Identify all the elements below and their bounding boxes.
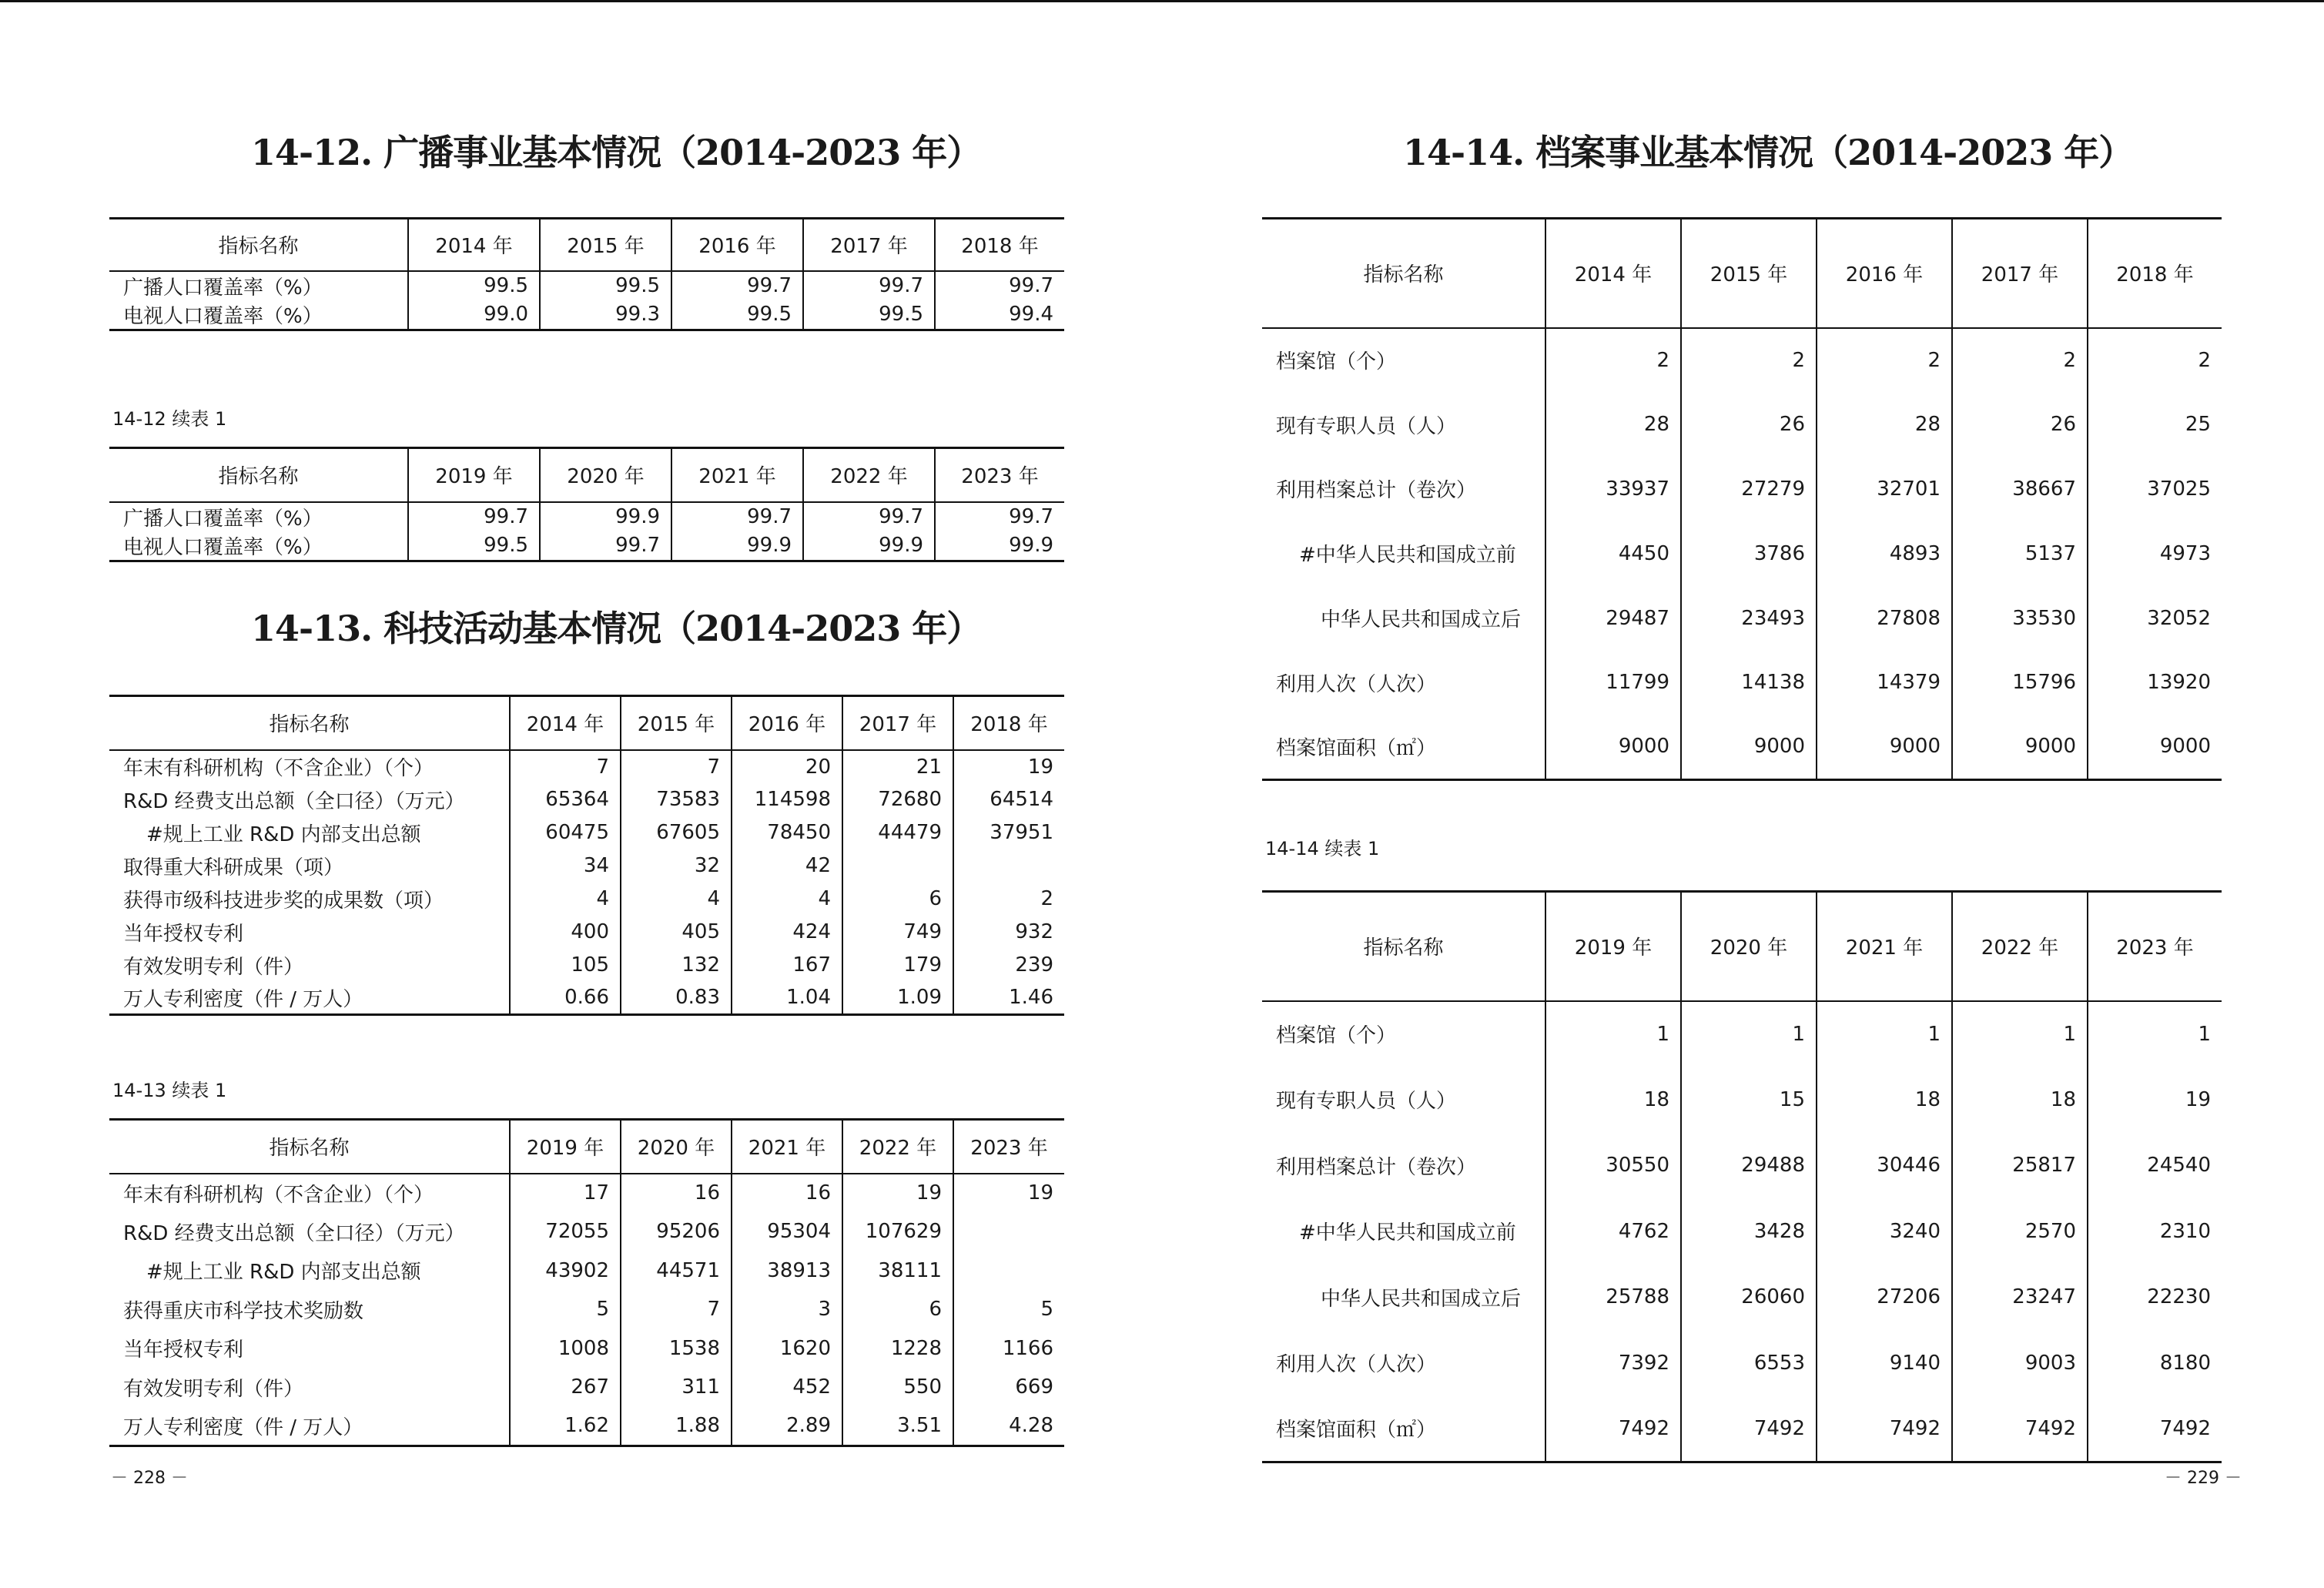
- cell-value: 18: [1545, 1067, 1681, 1133]
- row-label: 档案馆（个）: [1276, 1024, 1397, 1048]
- table-row: [109, 883, 1064, 916]
- cell-value: 26: [1952, 392, 2088, 457]
- cell-value: 72680: [842, 783, 953, 816]
- table-row: [109, 271, 1064, 300]
- cell-value: 1.62: [510, 1407, 621, 1446]
- cell-value: 3: [732, 1290, 842, 1329]
- cell-value: 1.04: [732, 982, 842, 1015]
- cell-value: 99.5: [408, 271, 540, 300]
- row-label: 电视人口覆盖率（%）: [123, 304, 323, 328]
- cell-value: 5: [953, 1290, 1064, 1329]
- cell-value: 179: [842, 949, 953, 982]
- row-label: #中华人民共和国成立前: [1299, 544, 1516, 568]
- row-label: #规上工业 R&D 内部支出总额: [146, 1261, 421, 1285]
- cell-value: 38111: [842, 1251, 953, 1291]
- cell-value: 38667: [1952, 457, 2088, 521]
- row-label: 利用档案总计（卷次）: [1276, 479, 1477, 503]
- cell-value: 18: [1952, 1067, 2088, 1133]
- cell-value: 749: [842, 916, 953, 949]
- cell-value: 14379: [1817, 650, 1952, 715]
- cell-value: 34: [510, 849, 621, 883]
- column-header-year: 2022 年: [842, 1120, 953, 1174]
- cell-value: 4: [732, 883, 842, 916]
- row-label: #中华人民共和国成立前: [1299, 1221, 1516, 1245]
- row-label: 中华人民共和国成立后: [1321, 608, 1522, 632]
- cell-value: 267: [510, 1368, 621, 1407]
- row-label: R&D 经费支出总额（全口径）（万元）: [123, 789, 465, 813]
- table-row: [109, 1329, 1064, 1369]
- table-row: [1262, 1067, 2222, 1133]
- cell-value: 1166: [953, 1329, 1064, 1369]
- row-label: 获得重庆市科学技术奖励数: [123, 1299, 364, 1323]
- cell-value: 1.09: [842, 982, 953, 1015]
- row-label: 有效发明专利（件）: [123, 955, 304, 979]
- column-header-year: 2021 年: [1817, 892, 1952, 1001]
- cell-value: 27206: [1817, 1265, 1952, 1331]
- cell-value: 7392: [1545, 1330, 1681, 1396]
- cell-value: 33530: [1952, 586, 2088, 651]
- row-label: 广播人口覆盖率（%）: [123, 507, 323, 531]
- column-header-indicator: 指标名称: [109, 696, 510, 750]
- cell-value: 27808: [1817, 586, 1952, 651]
- cell-value: 7492: [1545, 1396, 1681, 1462]
- header-row: [1262, 219, 2222, 328]
- cell-value: 6: [842, 1290, 953, 1329]
- column-header-indicator: 指标名称: [109, 1120, 510, 1174]
- cell-value: 8180: [2088, 1330, 2222, 1396]
- cell-value: 7: [621, 750, 732, 783]
- cell-value: 550: [842, 1368, 953, 1407]
- row-label: 档案馆面积（㎡）: [1276, 1419, 1437, 1442]
- cell-value: 44479: [842, 816, 953, 849]
- cell-value: 99.9: [935, 531, 1064, 561]
- table-14-13-continued-caption: 14-13 续表 1: [112, 1080, 227, 1101]
- cell-value: 99.5: [671, 300, 803, 330]
- cell-value: 25817: [1952, 1133, 2088, 1199]
- cell-value: [953, 1212, 1064, 1251]
- row-label: 万人专利密度（件 / 万人）: [123, 987, 363, 1011]
- cell-value: 2: [1817, 328, 1952, 393]
- header-row: [109, 448, 1064, 502]
- cell-value: 17: [510, 1174, 621, 1213]
- cell-value: 33937: [1545, 457, 1681, 521]
- cell-value: 15796: [1952, 650, 2088, 715]
- column-header-year: 2017 年: [1952, 219, 2088, 328]
- table-row: [1262, 1001, 2222, 1067]
- header-row: [109, 696, 1064, 750]
- header-row: [109, 1120, 1064, 1174]
- cell-value: 64514: [953, 783, 1064, 816]
- table-14-13-title: 14-13. 科技活动基本情况（2014-2023 年）: [251, 608, 982, 649]
- cell-value: 2570: [1952, 1198, 2088, 1265]
- row-label: 广播人口覆盖率（%）: [123, 276, 323, 300]
- cell-value: 4973: [2088, 521, 2222, 586]
- table-row: [1262, 1198, 2222, 1265]
- cell-value: 1.46: [953, 982, 1064, 1015]
- cell-value: 107629: [842, 1212, 953, 1251]
- cell-value: 32052: [2088, 586, 2222, 651]
- header-row: [109, 219, 1064, 271]
- table-row: [109, 916, 1064, 949]
- table-row: [109, 1407, 1064, 1446]
- cell-value: 2: [1952, 328, 2088, 393]
- cell-value: 4762: [1545, 1198, 1681, 1265]
- table-row: [109, 531, 1064, 561]
- header-row: [1262, 892, 2222, 1001]
- cell-value: 37951: [953, 816, 1064, 849]
- table-14-12-continued-caption: 14-12 续表 1: [112, 408, 227, 430]
- cell-value: 1.88: [621, 1407, 732, 1446]
- table-14-14-title: 14-14. 档案事业基本情况（2014-2023 年）: [1403, 132, 2134, 173]
- row-label: 年末有科研机构（不含企业）（个）: [123, 1183, 434, 1207]
- column-header-indicator: 指标名称: [109, 448, 408, 502]
- cell-value: 38913: [732, 1251, 842, 1291]
- cell-value: 669: [953, 1368, 1064, 1407]
- cell-value: 99.7: [671, 271, 803, 300]
- cell-value: 16: [732, 1174, 842, 1213]
- cell-value: [953, 849, 1064, 883]
- row-label: 当年授权专利: [123, 922, 244, 946]
- row-label: 电视人口覆盖率（%）: [123, 535, 323, 559]
- cell-value: 99.5: [540, 271, 671, 300]
- row-label: 利用档案总计（卷次）: [1276, 1155, 1477, 1179]
- cell-value: 26060: [1681, 1265, 1817, 1331]
- column-header-indicator: 指标名称: [1262, 219, 1545, 328]
- cell-value: 15: [1681, 1067, 1817, 1133]
- cell-value: 105: [510, 949, 621, 982]
- cell-value: 6: [842, 883, 953, 916]
- cell-value: 167: [732, 949, 842, 982]
- table-14-14-continued: [1262, 890, 2222, 1463]
- cell-value: 37025: [2088, 457, 2222, 521]
- cell-value: 1620: [732, 1329, 842, 1369]
- table-row: [1262, 1330, 2222, 1396]
- cell-value: 1: [1545, 1001, 1681, 1067]
- table-row: [1262, 392, 2222, 457]
- row-label: 当年授权专利: [123, 1338, 244, 1362]
- cell-value: 7: [510, 750, 621, 783]
- row-label: #规上工业 R&D 内部支出总额: [146, 822, 421, 846]
- table-row: [109, 1290, 1064, 1329]
- table-14-12: [109, 217, 1064, 331]
- page-number-left: － 228 －: [111, 1469, 188, 1488]
- column-header-year: 2018 年: [953, 696, 1064, 750]
- cell-value: 65364: [510, 783, 621, 816]
- cell-value: 99.4: [935, 300, 1064, 330]
- cell-value: 7492: [1952, 1396, 2088, 1462]
- cell-value: 7492: [2088, 1396, 2222, 1462]
- row-label: 取得重大科研成果（项）: [123, 856, 344, 879]
- column-header-year: 2014 年: [408, 219, 540, 271]
- cell-value: 6553: [1681, 1330, 1817, 1396]
- cell-value: 2: [2088, 328, 2222, 393]
- table-14-12-continued: [109, 447, 1064, 562]
- cell-value: 4893: [1817, 521, 1952, 586]
- table-row: [109, 1368, 1064, 1407]
- cell-value: 67605: [621, 816, 732, 849]
- cell-value: 3.51: [842, 1407, 953, 1446]
- cell-value: 2310: [2088, 1198, 2222, 1265]
- cell-value: 23247: [1952, 1265, 2088, 1331]
- cell-value: 424: [732, 916, 842, 949]
- cell-value: 99.7: [408, 502, 540, 531]
- cell-value: 9000: [1817, 715, 1952, 779]
- table-row: [109, 949, 1064, 982]
- column-header-year: 2021 年: [732, 1120, 842, 1174]
- cell-value: 44571: [621, 1251, 732, 1291]
- cell-value: 73583: [621, 783, 732, 816]
- cell-value: 24540: [2088, 1133, 2222, 1199]
- cell-value: 7492: [1817, 1396, 1952, 1462]
- cell-value: 11799: [1545, 650, 1681, 715]
- right-page: [1162, 0, 2324, 1588]
- row-label: 有效发明专利（件）: [123, 1377, 304, 1401]
- cell-value: 9000: [1681, 715, 1817, 779]
- cell-value: 25788: [1545, 1265, 1681, 1331]
- cell-value: 30446: [1817, 1133, 1952, 1199]
- column-header-year: 2014 年: [510, 696, 621, 750]
- row-label: 现有专职人员（人）: [1276, 414, 1457, 438]
- cell-value: 13920: [2088, 650, 2222, 715]
- table-14-13-continued: [109, 1118, 1064, 1447]
- table-row: [109, 300, 1064, 330]
- column-header-year: 2016 年: [732, 696, 842, 750]
- row-label: 现有专职人员（人）: [1276, 1090, 1457, 1114]
- row-label: 档案馆（个）: [1276, 350, 1397, 374]
- table-14-14: [1262, 217, 2222, 781]
- table-row: [109, 982, 1064, 1015]
- cell-value: 30550: [1545, 1133, 1681, 1199]
- cell-value: 23493: [1681, 586, 1817, 651]
- table-row: [109, 1174, 1064, 1213]
- column-header-year: 2020 年: [621, 1120, 732, 1174]
- cell-value: 29488: [1681, 1133, 1817, 1199]
- column-header-indicator: 指标名称: [109, 219, 408, 271]
- cell-value: 311: [621, 1368, 732, 1407]
- cell-value: 72055: [510, 1212, 621, 1251]
- cell-value: 2: [1681, 328, 1817, 393]
- row-label: R&D 经费支出总额（全口径）（万元）: [123, 1221, 465, 1245]
- table-row: [1262, 715, 2222, 779]
- row-label: 利用人次（人次）: [1276, 1353, 1437, 1377]
- cell-value: 32: [621, 849, 732, 883]
- column-header-year: 2020 年: [1681, 892, 1817, 1001]
- cell-value: 60475: [510, 816, 621, 849]
- cell-value: 99.7: [803, 271, 935, 300]
- cell-value: 20: [732, 750, 842, 783]
- cell-value: 9000: [1952, 715, 2088, 779]
- cell-value: 2.89: [732, 1407, 842, 1446]
- column-header-year: 2021 年: [671, 448, 803, 502]
- column-header-year: 2017 年: [842, 696, 953, 750]
- page-number-right: － 229 －: [2165, 1469, 2242, 1488]
- cell-value: 7: [621, 1290, 732, 1329]
- cell-value: 99.5: [408, 531, 540, 561]
- column-header-year: 2022 年: [803, 448, 935, 502]
- cell-value: 1: [1681, 1001, 1817, 1067]
- cell-value: 3428: [1681, 1198, 1817, 1265]
- cell-value: 0.66: [510, 982, 621, 1015]
- column-header-year: 2018 年: [2088, 219, 2222, 328]
- cell-value: 43902: [510, 1251, 621, 1291]
- table-row: [1262, 650, 2222, 715]
- column-header-indicator: 指标名称: [1262, 892, 1545, 1001]
- column-header-year: 2015 年: [1681, 219, 1817, 328]
- cell-value: 95304: [732, 1212, 842, 1251]
- cell-value: 4: [510, 883, 621, 916]
- cell-value: 9000: [2088, 715, 2222, 779]
- column-header-year: 2022 年: [1952, 892, 2088, 1001]
- cell-value: 3240: [1817, 1198, 1952, 1265]
- cell-value: 1008: [510, 1329, 621, 1369]
- cell-value: 99.9: [671, 531, 803, 561]
- cell-value: 1: [1952, 1001, 2088, 1067]
- table-row: [109, 1251, 1064, 1291]
- cell-value: 19: [953, 1174, 1064, 1213]
- cell-value: 21: [842, 750, 953, 783]
- cell-value: 19: [842, 1174, 953, 1213]
- table-row: [109, 849, 1064, 883]
- cell-value: 99.7: [671, 502, 803, 531]
- cell-value: 99.7: [935, 271, 1064, 300]
- cell-value: [953, 1251, 1064, 1291]
- cell-value: 5: [510, 1290, 621, 1329]
- cell-value: 99.7: [935, 502, 1064, 531]
- cell-value: 99.5: [803, 300, 935, 330]
- column-header-year: 2014 年: [1545, 219, 1681, 328]
- table-row: [1262, 328, 2222, 393]
- cell-value: 0.83: [621, 982, 732, 1015]
- column-header-year: 2023 年: [935, 448, 1064, 502]
- cell-value: 42: [732, 849, 842, 883]
- column-header-year: 2023 年: [2088, 892, 2222, 1001]
- table-row: [109, 502, 1064, 531]
- cell-value: 9140: [1817, 1330, 1952, 1396]
- column-header-year: 2023 年: [953, 1120, 1064, 1174]
- table-row: [109, 1212, 1064, 1251]
- cell-value: 99.9: [540, 502, 671, 531]
- cell-value: 7492: [1681, 1396, 1817, 1462]
- row-label: 档案馆面积（㎡）: [1276, 736, 1437, 760]
- cell-value: 4: [621, 883, 732, 916]
- cell-value: 4.28: [953, 1407, 1064, 1446]
- cell-value: 95206: [621, 1212, 732, 1251]
- cell-value: 932: [953, 916, 1064, 949]
- cell-value: 27279: [1681, 457, 1817, 521]
- table-14-12-title: 14-12. 广播事业基本情况（2014-2023 年）: [251, 132, 982, 173]
- cell-value: 99.0: [408, 300, 540, 330]
- row-label: 年末有科研机构（不含企业）（个）: [123, 757, 434, 780]
- cell-value: 16: [621, 1174, 732, 1213]
- cell-value: 99.3: [540, 300, 671, 330]
- column-header-year: 2020 年: [540, 448, 671, 502]
- column-header-year: 2017 年: [803, 219, 935, 271]
- column-header-year: 2015 年: [621, 696, 732, 750]
- cell-value: 3786: [1681, 521, 1817, 586]
- cell-value: 1228: [842, 1329, 953, 1369]
- row-label: 利用人次（人次）: [1276, 672, 1437, 696]
- column-header-year: 2018 年: [935, 219, 1064, 271]
- column-header-year: 2015 年: [540, 219, 671, 271]
- row-label: 中华人民共和国成立后: [1321, 1287, 1522, 1311]
- table-row: [1262, 1396, 2222, 1462]
- table-row: [1262, 1133, 2222, 1199]
- table-row: [109, 783, 1064, 816]
- table-14-13: [109, 695, 1064, 1016]
- table-row: [1262, 1265, 2222, 1331]
- cell-value: 400: [510, 916, 621, 949]
- cell-value: 99.9: [803, 531, 935, 561]
- cell-value: 405: [621, 916, 732, 949]
- table-row: [1262, 586, 2222, 651]
- cell-value: 78450: [732, 816, 842, 849]
- cell-value: [842, 849, 953, 883]
- cell-value: 132: [621, 949, 732, 982]
- column-header-year: 2016 年: [1817, 219, 1952, 328]
- table-row: [109, 750, 1064, 783]
- table-14-14-continued-caption: 14-14 续表 1: [1265, 838, 1380, 859]
- cell-value: 29487: [1545, 586, 1681, 651]
- cell-value: 22230: [2088, 1265, 2222, 1331]
- cell-value: 25: [2088, 392, 2222, 457]
- cell-value: 1: [2088, 1001, 2222, 1067]
- column-header-year: 2016 年: [671, 219, 803, 271]
- cell-value: 9003: [1952, 1330, 2088, 1396]
- cell-value: 28: [1817, 392, 1952, 457]
- cell-value: 2: [1545, 328, 1681, 393]
- row-label: 万人专利密度（件 / 万人）: [123, 1415, 363, 1439]
- cell-value: 4450: [1545, 521, 1681, 586]
- column-header-year: 2019 年: [408, 448, 540, 502]
- cell-value: 99.7: [803, 502, 935, 531]
- cell-value: 19: [2088, 1067, 2222, 1133]
- cell-value: 99.7: [540, 531, 671, 561]
- cell-value: 239: [953, 949, 1064, 982]
- cell-value: 18: [1817, 1067, 1952, 1133]
- table-row: [1262, 521, 2222, 586]
- cell-value: 9000: [1545, 715, 1681, 779]
- row-label: 获得市级科技进步奖的成果数（项）: [123, 889, 444, 913]
- column-header-year: 2019 年: [510, 1120, 621, 1174]
- cell-value: 1538: [621, 1329, 732, 1369]
- cell-value: 114598: [732, 783, 842, 816]
- cell-value: 452: [732, 1368, 842, 1407]
- cell-value: 28: [1545, 392, 1681, 457]
- cell-value: 5137: [1952, 521, 2088, 586]
- column-header-year: 2019 年: [1545, 892, 1681, 1001]
- table-row: [1262, 457, 2222, 521]
- cell-value: 19: [953, 750, 1064, 783]
- cell-value: 26: [1681, 392, 1817, 457]
- cell-value: 1: [1817, 1001, 1952, 1067]
- table-row: [109, 816, 1064, 849]
- cell-value: 14138: [1681, 650, 1817, 715]
- cell-value: 32701: [1817, 457, 1952, 521]
- cell-value: 2: [953, 883, 1064, 916]
